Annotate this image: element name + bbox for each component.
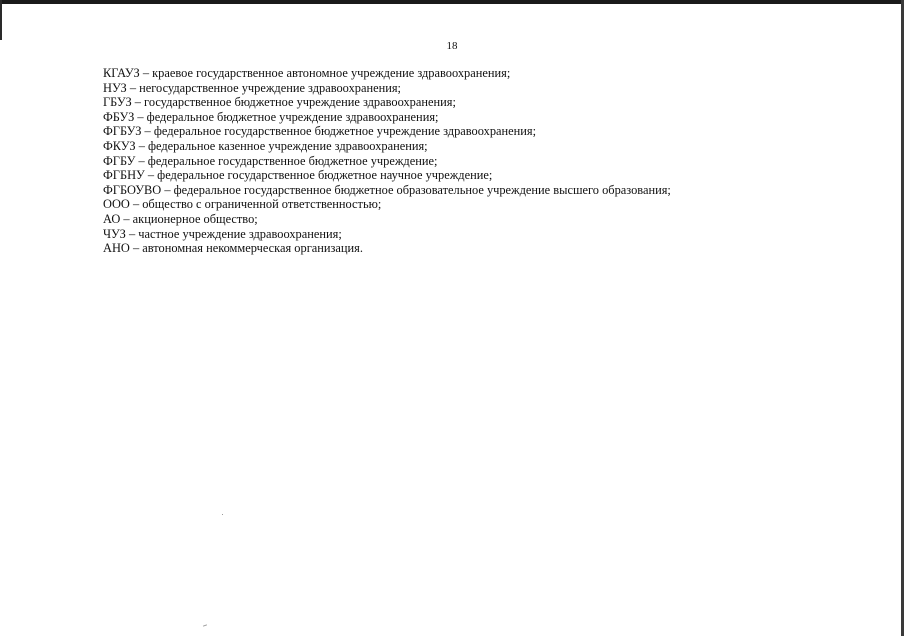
abbreviation-item: ФГБНУ – федеральное государственное бюджетное научное учреждение; <box>103 168 493 183</box>
scan-border-left <box>0 0 2 40</box>
abbreviation-item: ООО – общество с ограниченной ответственностью; <box>103 197 382 212</box>
abbreviation-item: ФГБУЗ – федеральное государственное бюджетное учреждение здравоохранения; <box>103 124 537 139</box>
page-number: 18 <box>446 40 458 52</box>
scan-border-top <box>0 0 904 4</box>
scan-speck <box>222 514 223 515</box>
abbreviation-item: ФГБОУВО – федеральное государственное бюджетное образовательное учреждение высшего образования; <box>103 182 671 197</box>
abbreviation-item: ФБУЗ – федеральное бюджетное учреждение здравоохранения; <box>103 109 439 124</box>
abbreviation-item: КГАУЗ – краевое государственное автономное учреждение здравоохранения; <box>103 66 511 80</box>
abbreviation-item: АНО – автономная некоммерческая организация. <box>103 241 363 256</box>
abbreviation-list <box>103 66 671 256</box>
abbreviation-item: АО – акционерное общество; <box>103 211 258 226</box>
abbreviation-item: ЧУЗ – частное учреждение здравоохранения; <box>103 226 342 241</box>
abbreviation-item: ФГБУ – федеральное государственное бюджетное учреждение; <box>103 153 438 168</box>
abbreviation-item: ГБУЗ – государственное бюджетное учреждение здравоохранения; <box>103 95 456 110</box>
scan-speck <box>203 624 207 626</box>
abbreviation-item: НУЗ – негосударственное учреждение здравоохранения; <box>103 80 401 95</box>
abbreviation-item: ФКУЗ – федеральное казенное учреждение здравоохранения; <box>103 138 428 153</box>
